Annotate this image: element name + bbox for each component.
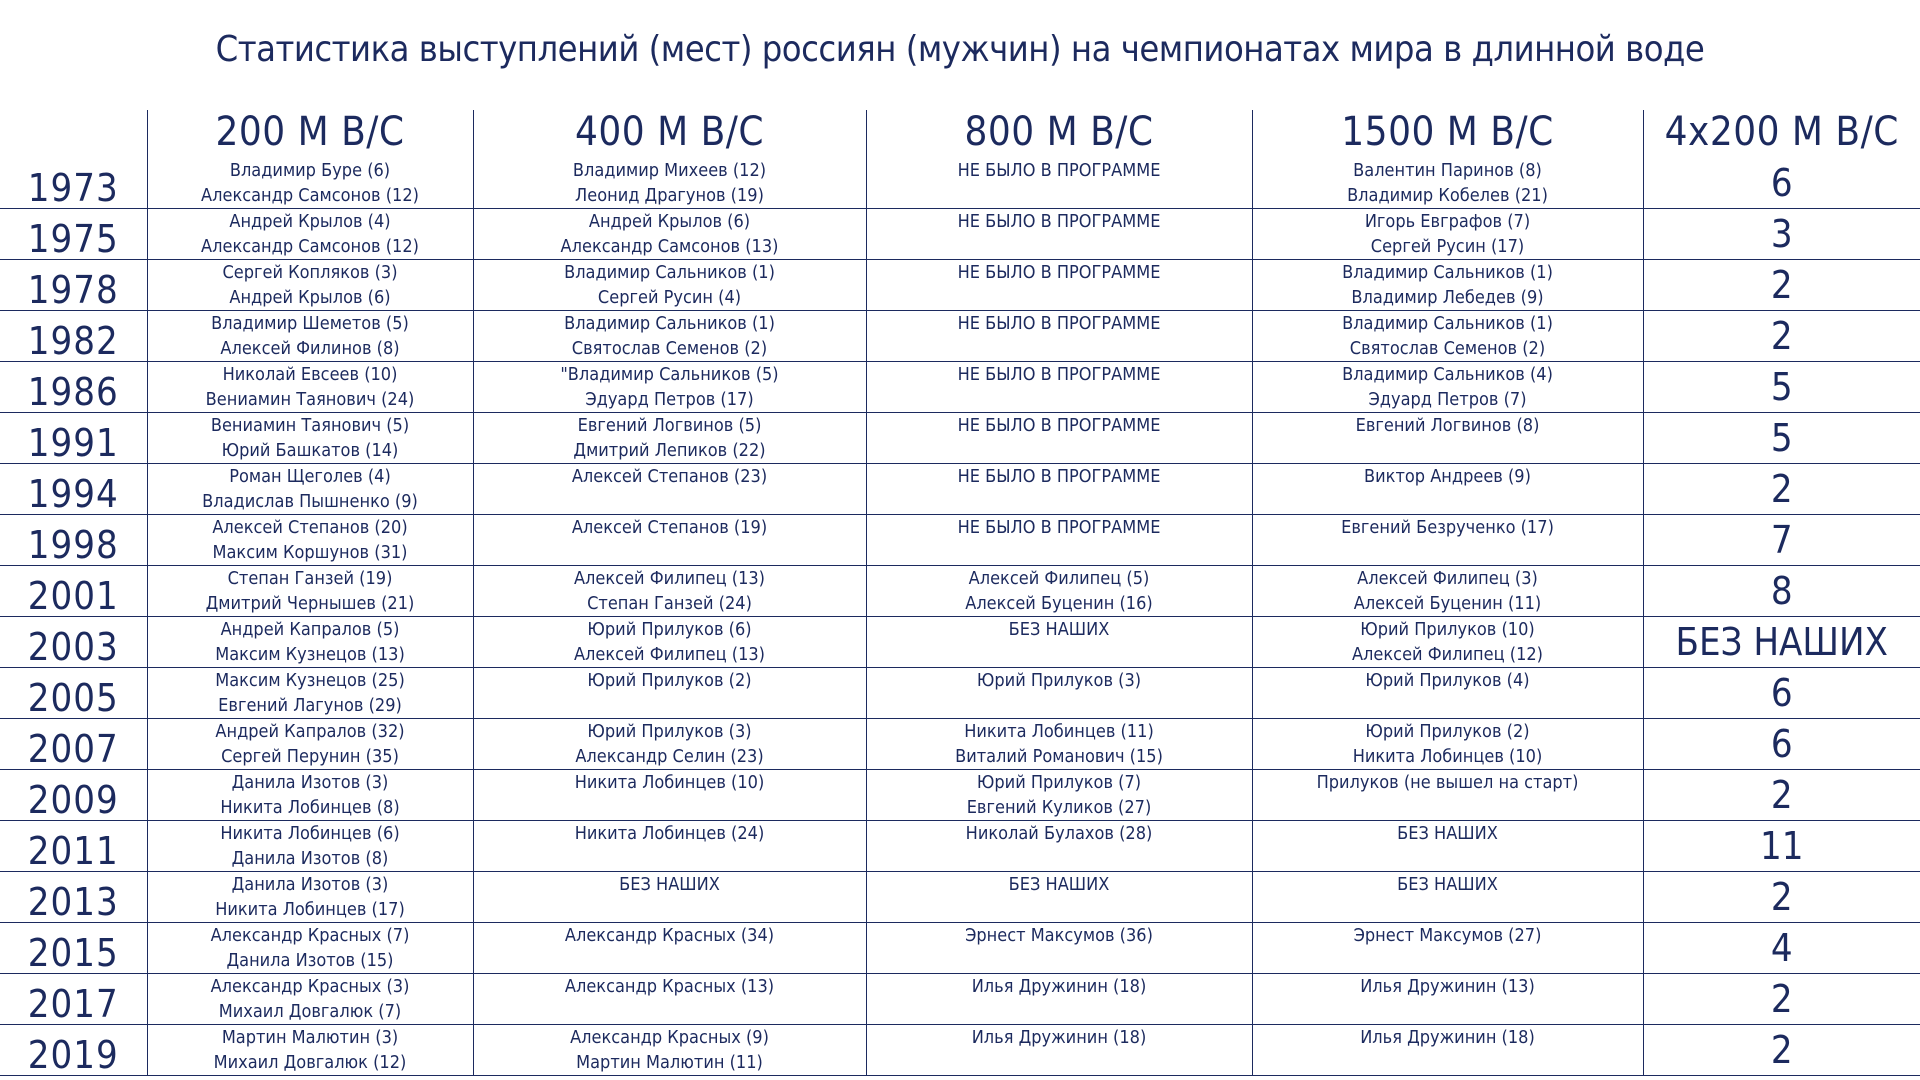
cell-400m: [473, 515, 866, 566]
year-cell: 2009: [0, 770, 147, 821]
cell-800m: [866, 413, 1252, 464]
year-cell: 2003: [0, 617, 147, 668]
swimmer-result: Юрий Прилуков (3): [976, 670, 1142, 691]
cell-relay: 8: [1643, 566, 1920, 617]
swimmer-result: Сергей Русин (4): [597, 287, 742, 308]
cell-relay: 2: [1643, 974, 1920, 1025]
swimmer-result: Владимир Сальников (1): [564, 262, 775, 283]
swimmer-result: Леонид Драгунов (19): [575, 185, 764, 206]
swimmer-result: НЕ БЫЛО В ПРОГРАММЕ: [957, 211, 1161, 232]
year-cell: 1986: [0, 362, 147, 413]
swimmer-result: Алексей Буценин (11): [1353, 593, 1542, 614]
swimmer-result: Никита Лобинцев (6): [220, 823, 400, 844]
cell-400m: [473, 821, 866, 872]
swimmer-result: Никита Лобинцев (10): [574, 772, 765, 793]
swimmer-result: Алексей Филипец (5): [968, 568, 1150, 589]
cell-400m: [473, 311, 866, 362]
swimmer-result: Сергей Копляков (3): [222, 262, 398, 283]
year-column-header: [0, 110, 147, 158]
cell-400m: [473, 770, 866, 821]
cell-relay: 4: [1643, 923, 1920, 974]
table-row: [0, 770, 1920, 821]
swimmer-result: Данила Изотов (15): [226, 950, 394, 971]
table-row: [0, 362, 1920, 413]
cell-800m: [866, 362, 1252, 413]
year-cell: 2015: [0, 923, 147, 974]
cell-800m: [866, 1025, 1252, 1076]
year-cell: 2001: [0, 566, 147, 617]
swimmer-result: Дмитрий Лепиков (22): [573, 440, 766, 461]
swimmer-result: Сергей Русин (17): [1370, 236, 1525, 257]
swimmer-result: Евгений Безрученко (17): [1341, 517, 1554, 538]
cell-200m: [147, 821, 473, 872]
year-cell: 2013: [0, 872, 147, 923]
cell-1500m: [1252, 974, 1643, 1025]
table-body: [0, 158, 1920, 1076]
swimmer-result: Илья Дружинин (18): [971, 1027, 1147, 1048]
swimmer-result: Святослав Семенов (2): [1349, 338, 1546, 359]
swimmer-result: НЕ БЫЛО В ПРОГРАММЕ: [957, 466, 1161, 487]
swimmer-result: Степан Ганзей (24): [587, 593, 752, 614]
swimmer-result: Степан Ганзей (19): [227, 568, 393, 589]
swimmer-result: Максим Кузнецов (13): [215, 644, 405, 665]
table-row: [0, 464, 1920, 515]
table-row: [0, 872, 1920, 923]
swimmer-result: БЕЗ НАШИХ: [1008, 874, 1110, 895]
swimmer-result: Илья Дружинин (13): [1360, 976, 1535, 997]
year-cell: 1975: [0, 209, 147, 260]
year-cell: 2011: [0, 821, 147, 872]
swimmer-result: Юрий Прилуков (4): [1365, 670, 1530, 691]
cell-relay: 6: [1643, 668, 1920, 719]
cell-400m: [473, 464, 866, 515]
table-row: [0, 209, 1920, 260]
swimmer-result: Алексей Филипец (13): [573, 644, 765, 665]
cell-200m: [147, 923, 473, 974]
swimmer-result: Владимир Сальников (1): [564, 313, 775, 334]
cell-800m: [866, 770, 1252, 821]
swimmer-result: Владимир Шеметов (5): [211, 313, 409, 334]
swimmer-result: Юрий Прилуков (6): [587, 619, 752, 640]
cell-800m: [866, 158, 1252, 209]
cell-1500m: [1252, 515, 1643, 566]
cell-800m: [866, 974, 1252, 1025]
table-row: [0, 260, 1920, 311]
swimmer-result: Алексей Филипец (12): [1351, 644, 1543, 665]
swimmer-result: Юрий Прилуков (3): [587, 721, 752, 742]
cell-400m: [473, 413, 866, 464]
header-200m: 200 М В/С: [147, 110, 473, 158]
cell-1500m: [1252, 719, 1643, 770]
swimmer-result: Игорь Евграфов (7): [1364, 211, 1531, 232]
cell-400m: [473, 158, 866, 209]
swimmer-result: НЕ БЫЛО В ПРОГРАММЕ: [957, 313, 1161, 334]
swimmer-result: Владимир Буре (6): [229, 160, 391, 181]
year-cell: 2017: [0, 974, 147, 1025]
swimmer-result: БЕЗ НАШИХ: [1397, 874, 1498, 895]
table-row: [0, 923, 1920, 974]
cell-800m: [866, 209, 1252, 260]
swimmer-result: Андрей Капралов (32): [215, 721, 405, 742]
swimmer-result: Алексей Степанов (23): [571, 466, 768, 487]
cell-400m: [473, 617, 866, 668]
year-cell: 2005: [0, 668, 147, 719]
cell-1500m: [1252, 311, 1643, 362]
cell-200m: [147, 668, 473, 719]
cell-200m: [147, 362, 473, 413]
cell-relay: 6: [1643, 719, 1920, 770]
table-row: [0, 974, 1920, 1025]
cell-1500m: [1252, 158, 1643, 209]
header-1500m: 1500 М В/С: [1252, 110, 1643, 158]
swimmer-result: Александр Красных (9): [570, 1027, 769, 1048]
swimmer-result: Михаил Довгалюк (7): [218, 1001, 402, 1022]
results-table: [0, 110, 1920, 1076]
cell-200m: [147, 719, 473, 770]
cell-relay: 2: [1643, 464, 1920, 515]
swimmer-result: Никита Лобинцев (8): [220, 797, 400, 818]
swimmer-result: Никита Лобинцев (11): [964, 721, 1154, 742]
cell-relay: 2: [1643, 872, 1920, 923]
swimmer-result: Роман Щеголев (4): [229, 466, 391, 487]
swimmer-result: Алексей Филипец (13): [573, 568, 765, 589]
swimmer-result: Алексей Степанов (20): [212, 517, 408, 538]
cell-400m: [473, 566, 866, 617]
cell-200m: [147, 311, 473, 362]
cell-relay: 5: [1643, 413, 1920, 464]
swimmer-result: НЕ БЫЛО В ПРОГРАММЕ: [957, 517, 1161, 538]
cell-800m: [866, 668, 1252, 719]
swimmer-result: Илья Дружинин (18): [971, 976, 1147, 997]
cell-200m: [147, 1025, 473, 1076]
cell-1500m: [1252, 566, 1643, 617]
page-title: Статистика выступлений (мест) россиян (мужчин) на чемпионатах мира в длинной воде: [215, 29, 1705, 70]
table-row: [0, 311, 1920, 362]
cell-200m: [147, 566, 473, 617]
cell-400m: [473, 260, 866, 311]
swimmer-result: Сергей Перунин (35): [221, 746, 399, 767]
swimmer-result: Владимир Кобелев (21): [1347, 185, 1548, 206]
cell-800m: [866, 566, 1252, 617]
swimmer-result: Александр Самсонов (12): [201, 185, 419, 206]
cell-400m: [473, 1025, 866, 1076]
cell-1500m: [1252, 923, 1643, 974]
cell-800m: [866, 719, 1252, 770]
table-row: [0, 566, 1920, 617]
cell-400m: [473, 974, 866, 1025]
swimmer-result: Александр Селин (23): [575, 746, 764, 767]
cell-200m: [147, 209, 473, 260]
cell-relay: 2: [1643, 1025, 1920, 1076]
swimmer-result: БЕЗ НАШИХ: [1397, 823, 1498, 844]
swimmer-result: НЕ БЫЛО В ПРОГРАММЕ: [957, 364, 1161, 385]
swimmer-result: Виктор Андреев (9): [1364, 466, 1531, 487]
cell-800m: [866, 515, 1252, 566]
cell-relay: 2: [1643, 770, 1920, 821]
cell-1500m: [1252, 617, 1643, 668]
swimmer-result: Владимир Сальников (1): [1342, 262, 1553, 283]
year-cell: 1982: [0, 311, 147, 362]
cell-800m: [866, 923, 1252, 974]
cell-200m: [147, 770, 473, 821]
cell-relay: 2: [1643, 311, 1920, 362]
year-cell: 1994: [0, 464, 147, 515]
swimmer-result: Мартин Малютин (3): [221, 1027, 399, 1048]
cell-200m: [147, 617, 473, 668]
swimmer-result: Александр Красных (3): [210, 976, 410, 997]
swimmer-result: Эрнест Максумов (27): [1353, 925, 1542, 946]
swimmer-result: НЕ БЫЛО В ПРОГРАММЕ: [957, 160, 1161, 181]
swimmer-result: Валентин Паринов (8): [1353, 160, 1542, 181]
swimmer-result: Юрий Прилуков (2): [1365, 721, 1530, 742]
swimmer-result: БЕЗ НАШИХ: [619, 874, 720, 895]
cell-200m: [147, 974, 473, 1025]
cell-800m: [866, 311, 1252, 362]
swimmer-result: Эдуард Петров (17): [585, 389, 754, 410]
swimmer-result: Вениамин Таянович (5): [210, 415, 410, 436]
table-row: [0, 668, 1920, 719]
swimmer-result: Николай Булахов (28): [965, 823, 1153, 844]
swimmer-result: Александр Красных (34): [564, 925, 775, 946]
swimmer-result: Андрей Крылов (6): [588, 211, 751, 232]
cell-1500m: [1252, 413, 1643, 464]
year-cell: 2007: [0, 719, 147, 770]
cell-relay: БЕЗ НАШИХ: [1643, 617, 1920, 668]
year-cell: 1973: [0, 158, 147, 209]
header-row: [0, 110, 1920, 158]
cell-800m: [866, 617, 1252, 668]
cell-1500m: [1252, 872, 1643, 923]
swimmer-result: Алексей Филипец (3): [1357, 568, 1538, 589]
swimmer-result: НЕ БЫЛО В ПРОГРАММЕ: [957, 262, 1161, 283]
cell-800m: [866, 821, 1252, 872]
header-800m: 800 М В/С: [866, 110, 1252, 158]
swimmer-result: Владимир Лебедев (9): [1351, 287, 1544, 308]
swimmer-result: "Владимир Сальников (5): [560, 364, 779, 385]
cell-200m: [147, 515, 473, 566]
cell-800m: [866, 260, 1252, 311]
swimmer-result: Владимир Сальников (4): [1342, 364, 1553, 385]
cell-200m: [147, 260, 473, 311]
cell-relay: 7: [1643, 515, 1920, 566]
cell-800m: [866, 872, 1252, 923]
year-cell: 2019: [0, 1025, 147, 1076]
table-row: [0, 719, 1920, 770]
swimmer-result: Алексей Филинов (8): [220, 338, 400, 359]
cell-400m: [473, 923, 866, 974]
table-row: [0, 821, 1920, 872]
header-relay: 4х200 М В/С: [1643, 110, 1920, 158]
swimmer-result: Максим Коршунов (31): [212, 542, 408, 563]
swimmer-result: Андрей Крылов (4): [229, 211, 391, 232]
swimmer-result: Александр Красных (13): [564, 976, 775, 997]
cell-1500m: [1252, 668, 1643, 719]
table-row: [0, 158, 1920, 209]
swimmer-result: Александр Красных (7): [210, 925, 410, 946]
cell-400m: [473, 872, 866, 923]
swimmer-result: Евгений Куликов (27): [966, 797, 1152, 818]
swimmer-result: Андрей Крылов (6): [229, 287, 391, 308]
swimmer-result: Юрий Прилуков (7): [976, 772, 1142, 793]
swimmer-result: Алексей Степанов (19): [571, 517, 768, 538]
swimmer-result: Александр Самсонов (13): [560, 236, 779, 257]
swimmer-result: Евгений Логвинов (8): [1355, 415, 1540, 436]
swimmer-result: Данила Изотов (3): [231, 772, 389, 793]
table-row: [0, 617, 1920, 668]
header-400m: 400 М В/С: [473, 110, 866, 158]
cell-200m: [147, 413, 473, 464]
swimmer-result: Николай Евсеев (10): [222, 364, 398, 385]
cell-relay: 2: [1643, 260, 1920, 311]
swimmer-result: Юрий Прилуков (2): [587, 670, 752, 691]
year-cell: 1978: [0, 260, 147, 311]
swimmer-result: Михаил Довгалюк (12): [213, 1052, 407, 1073]
cell-1500m: [1252, 821, 1643, 872]
swimmer-result: Евгений Лагунов (29): [218, 695, 402, 716]
swimmer-result: Эрнест Максумов (36): [965, 925, 1153, 946]
cell-800m: [866, 464, 1252, 515]
swimmer-result: Андрей Капралов (5): [220, 619, 400, 640]
cell-1500m: [1252, 464, 1643, 515]
swimmer-result: Владислав Пышненко (9): [202, 491, 418, 512]
year-cell: 1991: [0, 413, 147, 464]
cell-relay: 11: [1643, 821, 1920, 872]
swimmer-result: Никита Лобинцев (24): [574, 823, 765, 844]
swimmer-result: НЕ БЫЛО В ПРОГРАММЕ: [957, 415, 1161, 436]
swimmer-result: Александр Самсонов (12): [201, 236, 419, 257]
swimmer-result: Виталий Романович (15): [955, 746, 1163, 767]
table-row: [0, 413, 1920, 464]
cell-1500m: [1252, 260, 1643, 311]
cell-1500m: [1252, 770, 1643, 821]
swimmer-result: Дмитрий Чернышев (21): [205, 593, 415, 614]
swimmer-result: Никита Лобинцев (17): [215, 899, 405, 920]
swimmer-result: Илья Дружинин (18): [1360, 1027, 1535, 1048]
swimmer-result: Юрий Башкатов (14): [221, 440, 399, 461]
swimmer-result: Мартин Малютин (11): [576, 1052, 763, 1073]
cell-400m: [473, 209, 866, 260]
cell-relay: 5: [1643, 362, 1920, 413]
swimmer-result: Никита Лобинцев (10): [1352, 746, 1543, 767]
swimmer-result: БЕЗ НАШИХ: [1008, 619, 1110, 640]
swimmer-result: Святослав Семенов (2): [571, 338, 768, 359]
swimmer-result: Данила Изотов (8): [231, 848, 389, 869]
cell-400m: [473, 719, 866, 770]
cell-400m: [473, 668, 866, 719]
year-cell: 1998: [0, 515, 147, 566]
swimmer-result: Данила Изотов (3): [231, 874, 389, 895]
cell-1500m: [1252, 209, 1643, 260]
swimmer-result: Вениамин Таянович (24): [205, 389, 415, 410]
swimmer-result: Владимир Михеев (12): [572, 160, 767, 181]
swimmer-result: Владимир Сальников (1): [1342, 313, 1553, 334]
cell-1500m: [1252, 1025, 1643, 1076]
swimmer-result: Юрий Прилуков (10): [1360, 619, 1535, 640]
table-row: [0, 515, 1920, 566]
cell-400m: [473, 362, 866, 413]
cell-1500m: [1252, 362, 1643, 413]
swimmer-result: Эдуард Петров (7): [1368, 389, 1527, 410]
cell-relay: 6: [1643, 158, 1920, 209]
cell-200m: [147, 872, 473, 923]
swimmer-result: Евгений Логвинов (5): [577, 415, 762, 436]
swimmer-result: Алексей Буценин (16): [965, 593, 1153, 614]
table-row: [0, 1025, 1920, 1076]
swimmer-result: Прилуков (не вышел на старт): [1316, 772, 1579, 793]
swimmer-result: Максим Кузнецов (25): [215, 670, 405, 691]
cell-200m: [147, 158, 473, 209]
cell-relay: 3: [1643, 209, 1920, 260]
cell-200m: [147, 464, 473, 515]
